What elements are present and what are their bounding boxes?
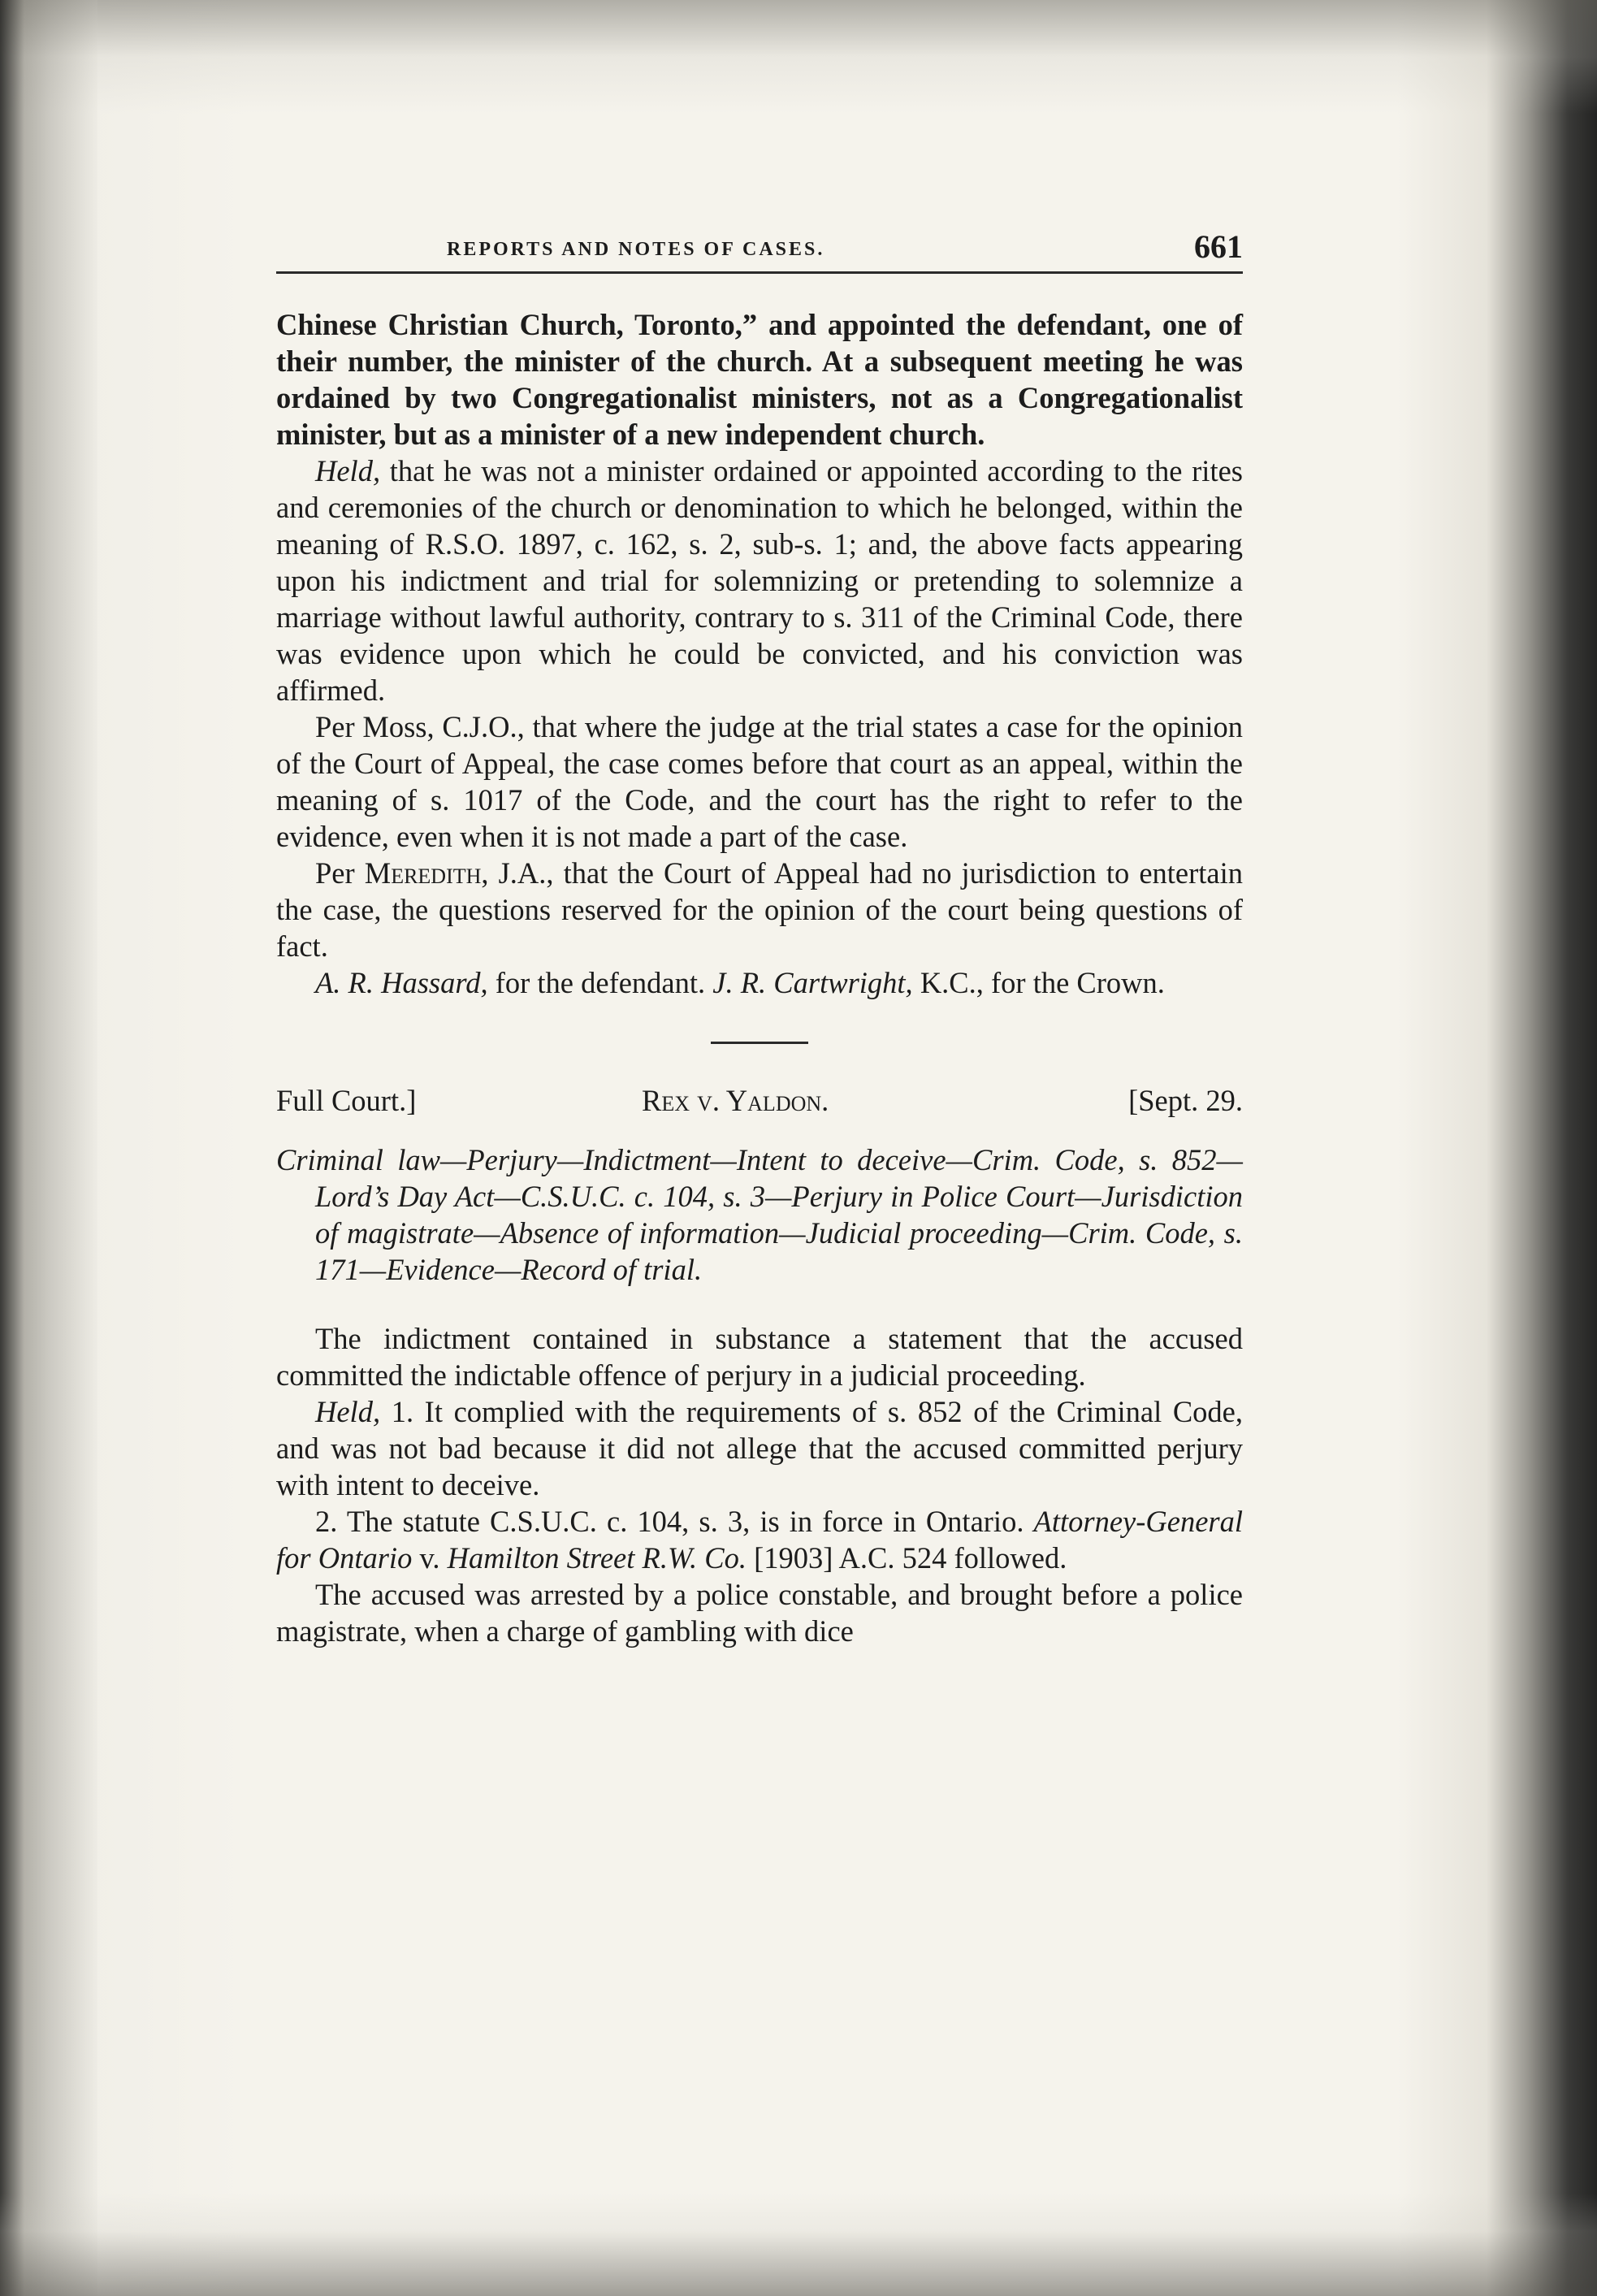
running-title: REPORTS AND NOTES OF CASES. bbox=[447, 239, 825, 260]
case-name: Rex v. Yaldon. bbox=[642, 1084, 829, 1117]
case-court: Full Court.] bbox=[276, 1084, 417, 1117]
case-headnote: Criminal law—Perjury—Indictment—Intent to deceive—Crim. Code, s. 852—Lord’s Day Act—C.S.U.C. c. 104, s. 3—Perjury in Police Court—Jurisdiction of magistrate—Absence of information—Judicial proceeding—Crim. Code, s. 171—Evidence—Record of trial. bbox=[276, 1143, 1243, 1286]
counsel-mid: for the defendant. bbox=[487, 966, 713, 999]
cited-case-v: v. bbox=[412, 1541, 448, 1575]
scan-shadow-left bbox=[0, 0, 97, 2296]
document-page bbox=[276, 227, 1243, 1649]
paragraph-per-meredith bbox=[276, 855, 1243, 964]
section-divider bbox=[711, 1042, 808, 1044]
case-heading bbox=[276, 1083, 1243, 1124]
case-date: [Sept. 29. bbox=[1128, 1084, 1243, 1117]
per-moss-text: , C.J.O., that where the judge at the trial states a case for the opinion of the Court of Appeal, the case comes before that court as an appeal, within the meaning of s. 1017 of the Code, and the court has the right to refer to the evidence, even when it is not made a part of the case. bbox=[276, 710, 1244, 853]
paragraph-indictment: The indictment contained in substance a statement that the accused committed the indictable offence of perjury in a judicial proceeding. bbox=[276, 1322, 1243, 1392]
page-number: 661 bbox=[1194, 228, 1243, 265]
judge-name: Meredith bbox=[364, 856, 482, 890]
counsel-end: K.C., for the Crown. bbox=[912, 966, 1165, 999]
paragraph-continuation: Chinese Christian Church, Toronto,” and appointed the defendant, one of their number, the minister of the church. At a subsequent meeting he was ordained by two Congregationalist ministers, not as a Congregationalist minister, but as a minister of a new independent church. bbox=[276, 308, 1243, 451]
paragraph-facts: The accused was arrested by a police constable, and brought before a police magistrate, when a charge of gambling with dice bbox=[276, 1578, 1243, 1648]
paragraph-held bbox=[276, 453, 1243, 708]
held-label: Held, bbox=[315, 454, 381, 487]
counsel-defendant: A. R. Hassard, bbox=[315, 966, 488, 999]
held-1-text: 1. It complied with the requirements of s. 852 of the Criminal Code, and was not bad because it did not allege that the accused committed perjury with intent to deceive. bbox=[276, 1395, 1243, 1501]
running-header bbox=[276, 227, 1243, 274]
counsel-crown: J. R. Cartwright, bbox=[712, 966, 913, 999]
cited-case-party-2: Hamilton Street R.W. Co. bbox=[447, 1541, 747, 1575]
per-meredith-text: , J.A., that the Court of Appeal had no jurisdiction to entertain the case, the questions reserved for the opinion of the court being questions of fact. bbox=[276, 856, 1244, 963]
per-label: Per bbox=[315, 710, 363, 743]
cited-case-party: Attorney-General for Ontario bbox=[276, 1505, 1243, 1575]
scan-shadow-top bbox=[0, 0, 1597, 114]
cited-case-end: [1903] A.C. 524 followed. bbox=[746, 1541, 1067, 1575]
paragraph-held-2 bbox=[276, 1503, 1243, 1576]
scan-shadow-bottom bbox=[0, 2194, 1597, 2296]
paragraph-per-moss bbox=[276, 708, 1243, 855]
judge-name: Moss bbox=[362, 710, 427, 743]
paragraph-held-1 bbox=[276, 1393, 1243, 1503]
held-2-text: 2. The statute C.S.U.C. c. 104, s. 3, is in force in Ontario. bbox=[315, 1505, 1034, 1538]
per-label: Per bbox=[315, 856, 365, 890]
held-text: that he was not a minister ordained or appointed according to the rites and ceremonies of the church or denomination to which he belonged, within the meaning of R.S.O. 1897, c. 162, s. 2, sub-s. 1; and, the above facts appearing upon his indictment and trial for solemnizing or pretending to solemnize a marriage without lawful authority, contrary to s. 311 of the Criminal Code, there was evidence upon which he could be convicted, and his conviction was affirmed. bbox=[276, 454, 1243, 707]
paragraph-counsel bbox=[276, 964, 1243, 1001]
held-label: Held, bbox=[315, 1395, 381, 1428]
